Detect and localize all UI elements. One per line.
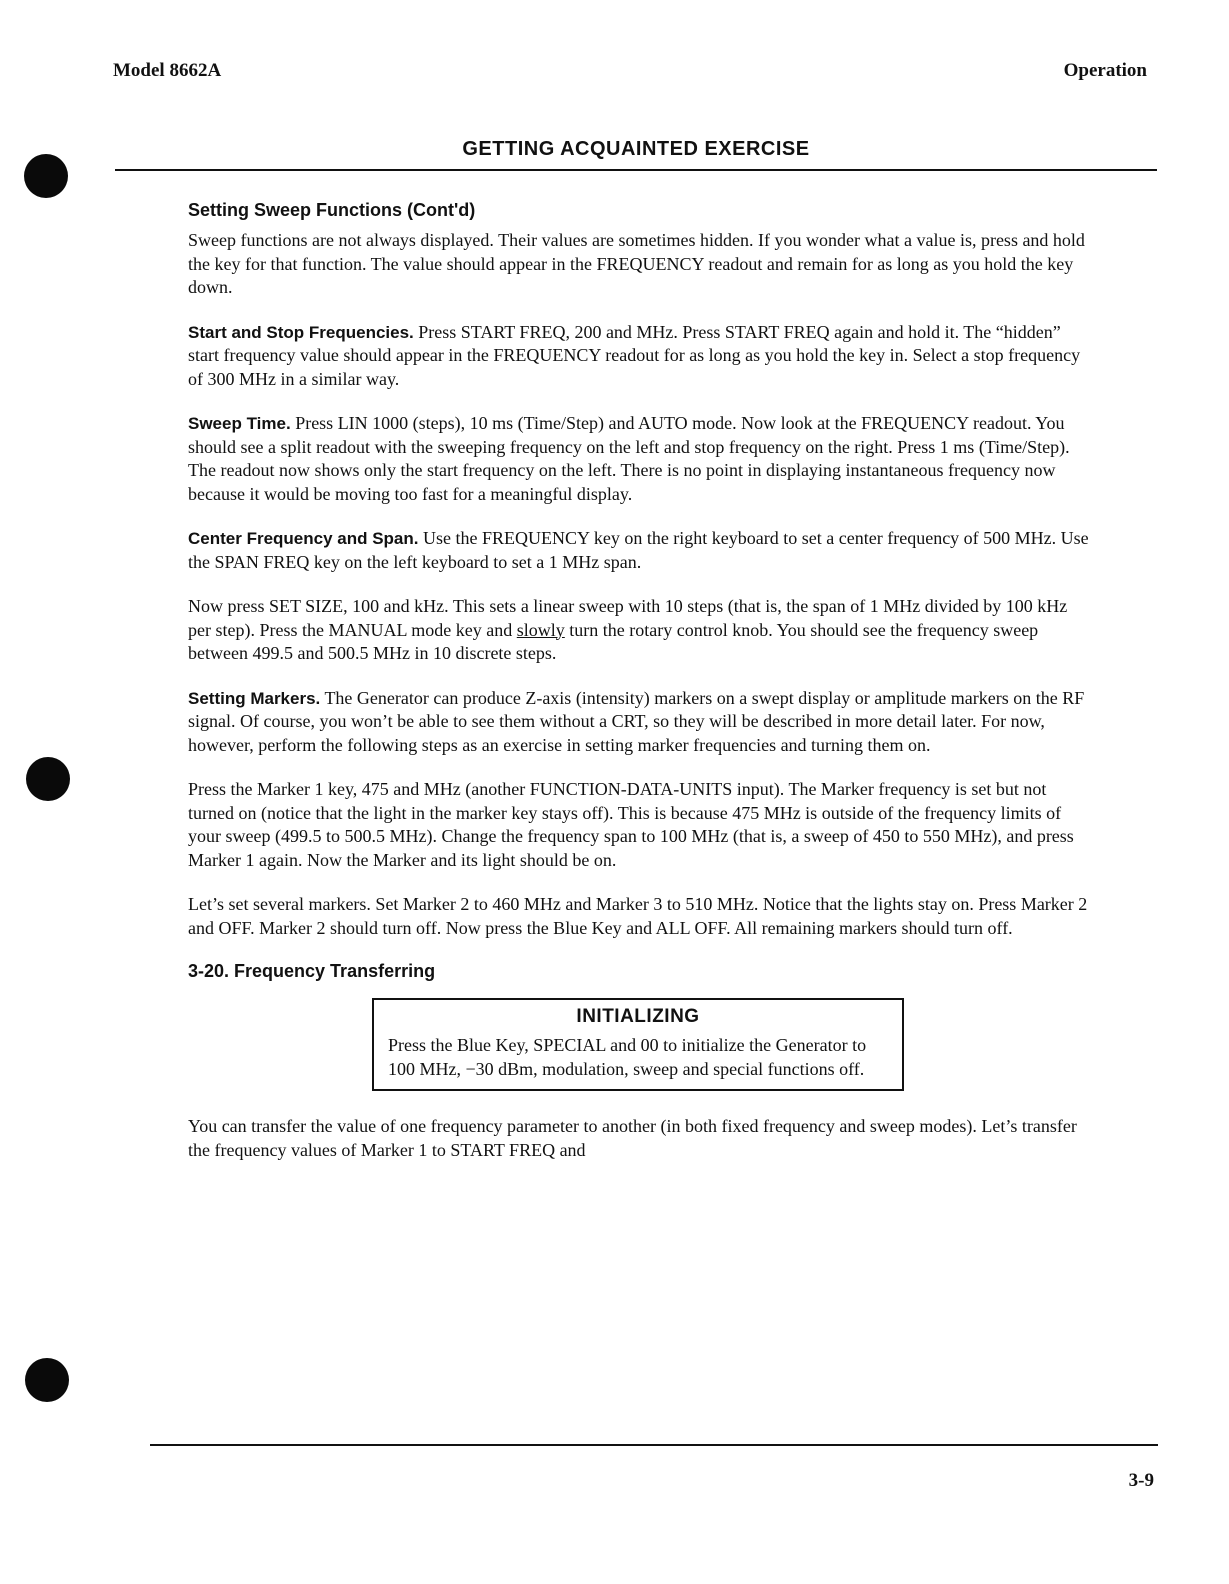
start-stop-paragraph — [188, 321, 1093, 392]
sweep-time-text: Press LIN 1000 (steps), 10 ms (Time/Step) and AUTO mode. Now look at the FREQUENCY readout. You should see a split readout with the sweeping frequency on the left and stop frequency on the right. Press 1 ms (Time/Step). The readout now shows only the start frequency on the left. There is no point in displaying instantaneous frequency now because it would be moving too fast for a meaningful display. — [188, 413, 1070, 504]
intro-paragraph: Sweep functions are not always displayed. Their values are sometimes hidden. If you wonder what a value is, press and hold the key for that function. The value should appear in the FREQUENCY readout and remain for as long as you hold the key down. — [188, 230, 1085, 297]
sweep-time-paragraph — [188, 412, 1093, 506]
sweep-time-lead: Sweep Time. — [188, 414, 291, 433]
initializing-title: INITIALIZING — [576, 1006, 700, 1027]
set-size-pre: Now press SET SIZE, 100 and kHz. This sets a linear sweep with 10 steps (that is, the span of 1 MHz divided by 100 kHz per step). Press the MANUAL mode key and — [188, 596, 1068, 640]
header-section: Operation — [1063, 60, 1147, 81]
set-size-paragraph — [188, 595, 1093, 666]
subsection-heading-sweep: Setting Sweep Functions (Cont'd) — [188, 200, 476, 220]
binder-hole-bottom — [25, 1358, 69, 1402]
center-span-paragraph — [188, 527, 1093, 574]
several-markers-paragraph: Let’s set several markers. Set Marker 2 to 460 MHz and Marker 3 to 510 MHz. Notice that the lights stay on. Press Marker 2 and OFF. Marker 2 should turn off. Now press the Blue Key and ALL OFF. All remaining markers should turn off. — [188, 894, 1088, 938]
transfer-paragraph: You can transfer the value of one frequency parameter to another (in both fixed frequency and sweep modes). Let’s transfer the frequency values of Marker 1 to START FREQ and — [188, 1116, 1077, 1160]
start-stop-text: Press START FREQ, 200 and MHz. Press START FREQ again and hold it. The “hidden” start frequency value should appear in the FREQUENCY readout for as long as you hold the key in. Select a stop frequency of 300 MHz in a similar way. — [188, 321, 1081, 389]
markers-text: The Generator can produce Z-axis (intensity) markers on a swept display or amplitude markers on the RF signal. Of course, you won’t be able to see them without a CRT, so they will be described in more detail later. For now, however, perform the following steps as an exercise in setting marker frequencies and turning them on. — [188, 687, 1085, 755]
binder-hole-middle — [26, 757, 70, 801]
set-size-post: turn the rotary control knob. You should see the frequency sweep between 499.5 and 500.5 MHz in 10 discrete steps. — [188, 619, 1039, 663]
page-body — [188, 200, 1093, 1183]
footer-rule — [150, 1444, 1158, 1446]
subsection-heading-transfer: 3-20. Frequency Transferring — [188, 961, 436, 981]
marker1-paragraph: Press the Marker 1 key, 475 and MHz (another FUNCTION-DATA-UNITS input). The Marker frequency is set but not turned on (notice that the light in the marker key stays off). This is because 475 MHz is outside of the frequency limits of your sweep (499.5 to 500.5 MHz). Change the frequency span to 100 MHz (that is, a sweep of 450 to 550 MHz), and press Marker 1 again. Now the Marker and its light should be on. — [188, 779, 1074, 870]
title-rule — [115, 169, 1157, 171]
markers-paragraph — [188, 687, 1093, 758]
initializing-box — [372, 998, 904, 1091]
markers-lead: Setting Markers. — [188, 688, 321, 708]
center-span-text: Use the FREQUENCY key on the right keyboard to set a center frequency of 500 MHz. Use the SPAN FREQ key on the left keyboard to set a 1 MHz span. — [188, 528, 1089, 572]
center-span-lead: Center Frequency and Span. — [188, 529, 419, 548]
section-title: GETTING ACQUAINTED EXERCISE — [462, 138, 810, 160]
initializing-text: Press the Blue Key, SPECIAL and 00 to initialize the Generator to 100 MHz, −30 dBm, modulation, sweep and special functions off. — [388, 1035, 867, 1079]
page-number: 3-9 — [1128, 1470, 1154, 1491]
start-stop-lead: Start and Stop Frequencies. — [188, 322, 414, 342]
set-size-underlined: slowly — [516, 619, 565, 640]
binder-hole-top — [24, 154, 68, 198]
header-model: Model 8662A — [113, 60, 222, 81]
